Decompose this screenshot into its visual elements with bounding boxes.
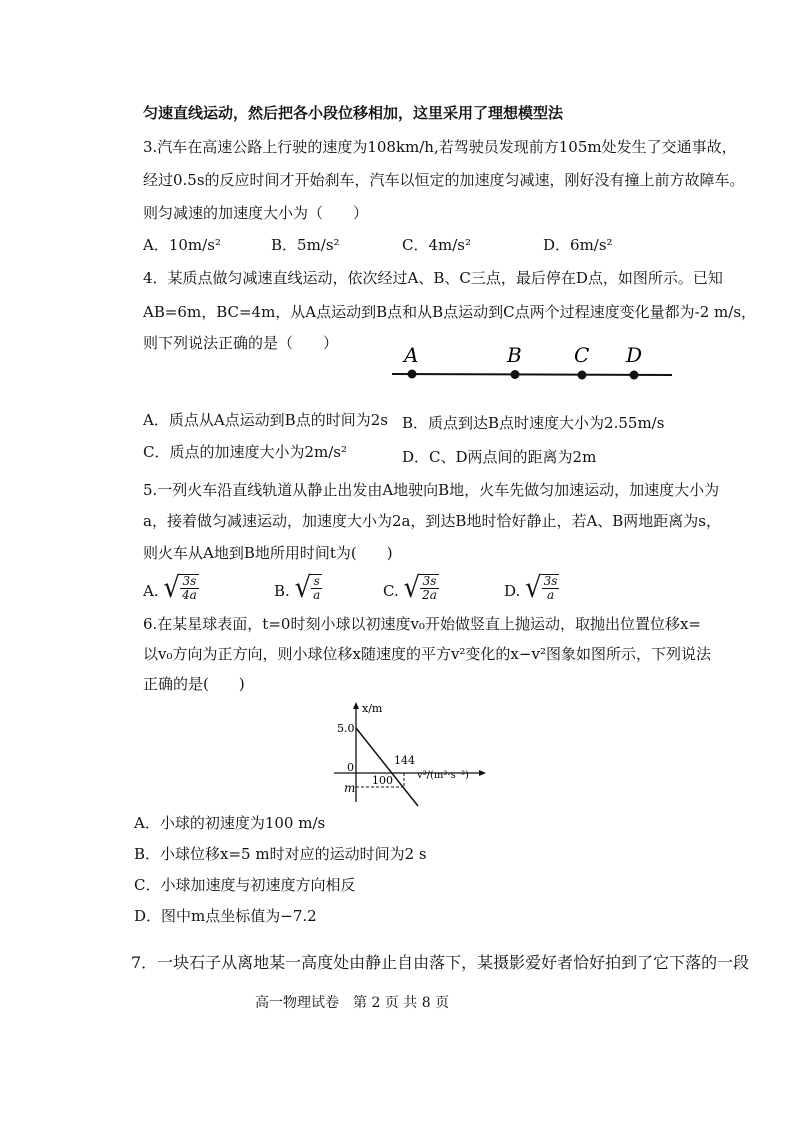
q3-option-d: D．6m/s² xyxy=(543,236,613,254)
q6-origin-label: 0 xyxy=(347,761,354,774)
q6-option-c: C．小球加速度与初速度方向相反 xyxy=(134,876,356,894)
q4-label-c: C xyxy=(574,343,590,367)
q4-line-diagram xyxy=(390,342,680,388)
q5-option-d-numerator: 3s xyxy=(543,574,558,588)
q3-stem-line3: 则匀减速的加速度大小为（ ） xyxy=(143,204,369,222)
q3-stem-line1: 3.汽车在高速公路上行驶的速度为108km/h,若驾驶员发现前方105m处发生了交通事故， xyxy=(143,138,737,156)
q4-stem-line3: 则下列说法正确的是（ ） xyxy=(143,334,339,352)
q4-label-a: A xyxy=(404,343,419,367)
q3-option-b: B．5m/s² xyxy=(271,236,340,254)
q5-stem-line1: 5.一列火车沿直线轨道从静止出发由A地驶向B地，火车先做匀加速运动，加速度大小为 xyxy=(143,481,720,499)
q4-stem-line1: 4．某质点做匀减速直线运动，依次经过A、B、C三点，最后停在D点，如图所示。已知 xyxy=(143,269,723,287)
q5-option-c-label: C. xyxy=(383,582,399,601)
q4-option-d: D．C、D两点间的距离为2m xyxy=(402,448,597,466)
q4-point-d xyxy=(630,371,639,380)
q4-option-b: B．质点到达B点时速度大小为2.55m/s xyxy=(402,414,665,432)
q6-y-tick-5: 5.0 xyxy=(337,722,355,735)
q3-stem-line2: 经过0.5s的反应时间才开始刹车，汽车以恒定的加速度匀减速，刚好没有撞上前方故障车。 xyxy=(143,171,745,189)
q5-option-c-denominator: 2a xyxy=(422,588,437,603)
q7-stem-line1: 7．一块石子从离地某一高度处由静止自由落下，某摄影爱好者恰好拍到了它下落的一段 xyxy=(131,953,750,972)
q5-option-d-label: D. xyxy=(504,582,521,601)
q6-x-axis-label: v²/(m²·s⁻²) xyxy=(417,770,469,781)
q4-point-c xyxy=(578,371,587,380)
q5-option-b: B. √ $\frac{s}{a}$ xyxy=(274,571,321,605)
q5-stem-line3: 则火车从A地到B地所用时间t为( ) xyxy=(143,544,393,562)
q6-option-a: A．小球的初速度为100 m/s xyxy=(134,814,326,832)
q3-option-a: A．10m/s² xyxy=(143,236,221,254)
q5-option-b-numerator: s xyxy=(311,575,322,589)
q6-option-b: B．小球位移x=5 m时对应的运动时间为2 s xyxy=(134,845,427,863)
q5-option-a: A. √ $\frac{3s}{4a}$ xyxy=(143,571,197,605)
q5-option-a-denominator: 4a xyxy=(181,588,197,603)
q6-xv2-graph xyxy=(320,698,490,808)
q5-option-a-label: A. xyxy=(143,582,159,601)
q6-x-axis-arrow xyxy=(479,770,486,776)
continuation-text: 匀速直线运动，然后把各小段位移相加，这里采用了理想模型法 xyxy=(143,104,564,122)
q4-option-a: A．质点从A点运动到B点的时间为2s xyxy=(143,411,388,429)
q6-stem-line1: 6.在某星球表面，t=0时刻小球以初速度v₀开始做竖直上抛运动，取抛出位置位移x= xyxy=(143,615,701,633)
q6-y-axis-arrow xyxy=(353,702,359,709)
q4-stem-line2: AB=6m，BC=4m，从A点运动到B点和从B点运动到C点两个过程速度变化量都为-2 m/s， xyxy=(143,303,757,321)
q3-option-c: C．4m/s² xyxy=(402,236,472,254)
q5-option-b-label: B. xyxy=(274,582,290,601)
q6-x-tick-100: 100 xyxy=(372,774,393,787)
q6-x-tick-144: 144 xyxy=(394,754,415,767)
q6-stem-line3: 正确的是( ) xyxy=(143,675,245,693)
q5-option-d-denominator: a xyxy=(546,588,555,603)
page-footer: 高一物理试卷 第 2 页 共 8 页 xyxy=(255,995,450,1011)
q6-option-d: D．图中m点坐标值为−7.2 xyxy=(134,907,317,925)
q6-stem-line2: 以v₀方向为正方向，则小球位移x随速度的平方v²变化的x−v²图象如图所示，下列说法 xyxy=(143,645,711,663)
q5-stem-line2: a，接着做匀减速运动，加速度大小为2a，到达B地时恰好静止，若A、B两地距离为s， xyxy=(143,512,722,530)
q5-option-c-numerator: 3s xyxy=(420,575,439,589)
q6-graph-line xyxy=(356,728,418,806)
q5-option-d: D. √ $\frac{3s}{a}$ xyxy=(504,571,558,605)
q5-option-c: C. √ $\frac{3s}{2a}$ xyxy=(383,571,437,605)
q4-point-a xyxy=(408,370,417,379)
q4-point-b xyxy=(511,370,520,379)
q4-label-d: D xyxy=(626,343,643,367)
q6-m-label: m xyxy=(344,781,356,795)
q5-option-a-numerator: 3s xyxy=(180,575,199,589)
q5-option-b-denominator: a xyxy=(313,588,321,603)
q4-option-c: C．质点的加速度大小为2m/s² xyxy=(143,443,348,461)
q6-y-axis-label: x/m xyxy=(362,702,383,715)
q4-label-b: B xyxy=(507,343,522,367)
